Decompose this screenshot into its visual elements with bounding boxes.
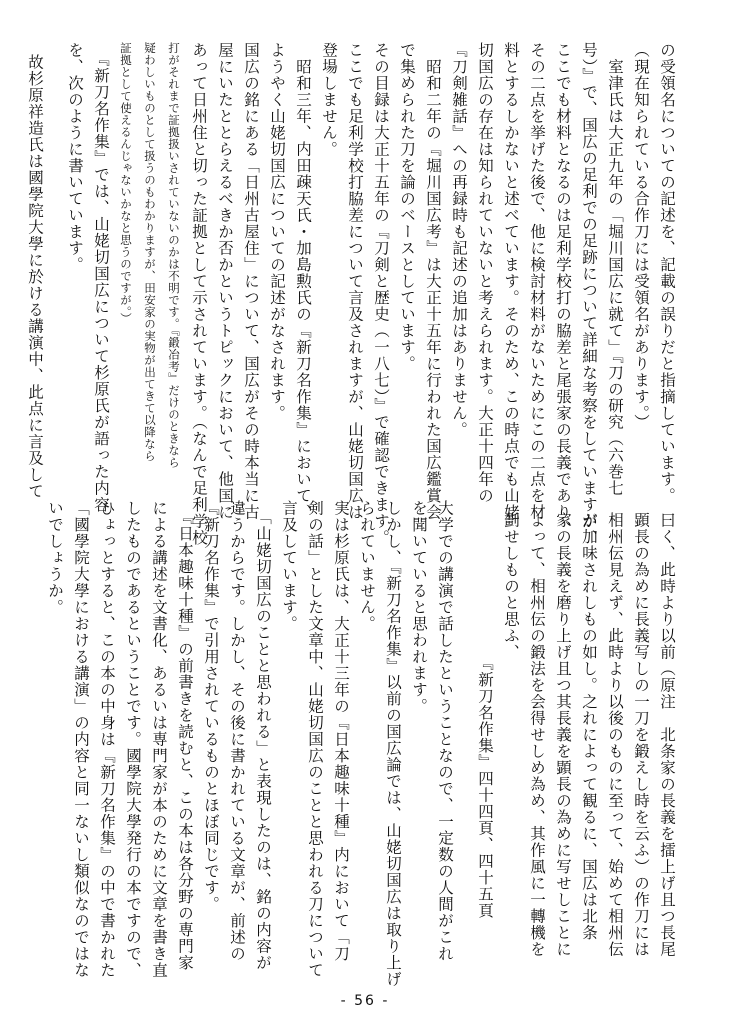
text-block-upper	[26, 42, 680, 546]
column-spacer	[458, 500, 472, 970]
text-column: 登場しません。	[320, 42, 338, 158]
text-block-lower	[46, 500, 680, 988]
text-column: を聞いていると思われます。	[410, 500, 428, 715]
text-column: 「山姥切国広のことと思われる」と表現したのは、銘の内容が	[254, 500, 272, 971]
quote-line: よって、相州伝の鍛法を会得せしめ為め、其作風に一轉機を	[528, 512, 546, 958]
text-column: その目録は大正十五年の『刀剣と歴史（一八七）』で確認できます。	[372, 42, 390, 546]
quote-line: 劃せしものと思ふ、	[502, 512, 520, 661]
text-column: ようやく山姥切国広についての記述がなされます。	[268, 42, 286, 422]
text-column: 「國學院大學における講演」の内容と同一ないし類似なのではな	[72, 500, 90, 979]
quote-line: 故杉原祥造氏は國學院大學に於ける講演中、此点に言及して	[26, 54, 44, 500]
text-column: しかし、『新刀名作集』以前の国広論では、山姥切国広は取り上げ	[384, 500, 402, 988]
quote-line: 家の長義を磨り上げ且つ其長義を顕長の為めに写せしことに	[554, 512, 572, 958]
text-column: 言及しています。	[280, 500, 298, 632]
text-column: したものであるということです。國學院大學発行の本ですので、	[124, 500, 142, 979]
text-column: による講述を文書化、あるいは専門家が本のために文章を書き直	[150, 500, 168, 979]
text-column: 『日本趣味十種』の前書きを読むと、この本は各分野の専門家	[176, 500, 194, 971]
text-column: ひょっとすると、この本の中身は『新刀名作集』の中で書かれた	[98, 500, 116, 979]
text-column: 『刀剣雑話』への再録時も記述の追加はありません。	[450, 42, 468, 438]
text-column: 室津氏は大正九年の「堀川国広に就て」『刀の研究（六巻七	[606, 42, 624, 497]
text-column: 屋にいたととらえるべきか否かというトピックにおいて、他国に	[216, 42, 234, 521]
text-column: ここでも材料となるのは足利学校打の脇差と尾張家の長義であり、	[554, 42, 572, 537]
column-spacer	[48, 42, 62, 512]
text-column: その二点を挙げた後で、他に検討材料がないためにこの二点を材	[528, 42, 546, 521]
quote-line: 曰く、此時より以前（原注 北条家の長義を擂上げ且つ長尾	[658, 512, 676, 958]
quote-line: が加味されしもの如し。之れによって観るに、国広は北条	[580, 512, 598, 941]
text-column: 『新刀名作集』では、山姥切国広について杉原氏が語った内容	[92, 42, 110, 513]
text-column: 国広の銘にある「日州古屋住」について、国広がその時本当に古	[242, 42, 260, 521]
text-column: 打がそれまで証拠扱いされていないのかは不明です。『鍛冶考』だけのときなら	[167, 42, 181, 469]
text-column: の受領名についての記述を、記載の誤りだと指摘しています。	[658, 42, 676, 504]
text-column: 疑わしいものとして扱うのもわかりますが、田安家の実物が出てきて以降なら	[143, 42, 157, 462]
citation-line: 『新刀名作集』四十四頁、四十五頁	[476, 655, 494, 919]
page-number: - 56 -	[340, 993, 390, 1009]
text-column: 実は杉原氏は、大正十三年の『日本趣味十種』内において「刀	[332, 500, 350, 962]
quote-line: 顕長の為めに長義写しの一刀を鍛えし時を云ふ）の作刀には	[632, 512, 650, 958]
text-column: いでしょうか。	[46, 500, 64, 616]
text-column: ここでも足利学校打脇差について言及されますが、山姥切国広は	[346, 42, 364, 521]
text-column: 証拠として使えるんじゃないかなと思うのですが。）	[119, 42, 133, 325]
text-column: られていません。	[358, 500, 376, 632]
text-column: 剣の話」とした文章中、山姥切国広のことと思われる刀について	[306, 500, 324, 979]
text-column: 昭和三年、内田疎天氏・加島勲氏の『新刀名作集』において、	[294, 42, 312, 521]
text-column: 料とするしかないと述べています。そのため、この時点でも山姥	[502, 42, 520, 521]
text-column: 大学での講演で話したということなので、一定数の人間がこれ	[436, 500, 454, 962]
text-column: で集められた刀を論のベースとしています。	[398, 42, 416, 372]
text-column: を、次のように書いています。	[66, 42, 84, 273]
text-column: 『新刀名作集』で引用されているものとほぼ同じです。	[202, 500, 220, 913]
quote-line: 相州伝見えず、此時より以後のものに至って、始めて相州伝	[606, 512, 624, 958]
text-column: 号）』で、国広の足利での足跡について詳細な考察をしていますが、	[580, 42, 598, 546]
text-column: 昭和二年の『堀川国広考』は大正十五年に行われた国広鑑賞会	[424, 42, 442, 521]
text-column: あって日州住と切った証拠として示されています。（なんで足利学校	[190, 42, 208, 546]
text-column: 違うからです。しかし、その後に書かれている文章が、前述の	[228, 500, 246, 962]
text-column: （現在知られている合作刀には受領名があります。）	[632, 42, 650, 431]
text-column: 切国広の存在は知られていないと考えられます。大正十四年の	[476, 42, 494, 504]
